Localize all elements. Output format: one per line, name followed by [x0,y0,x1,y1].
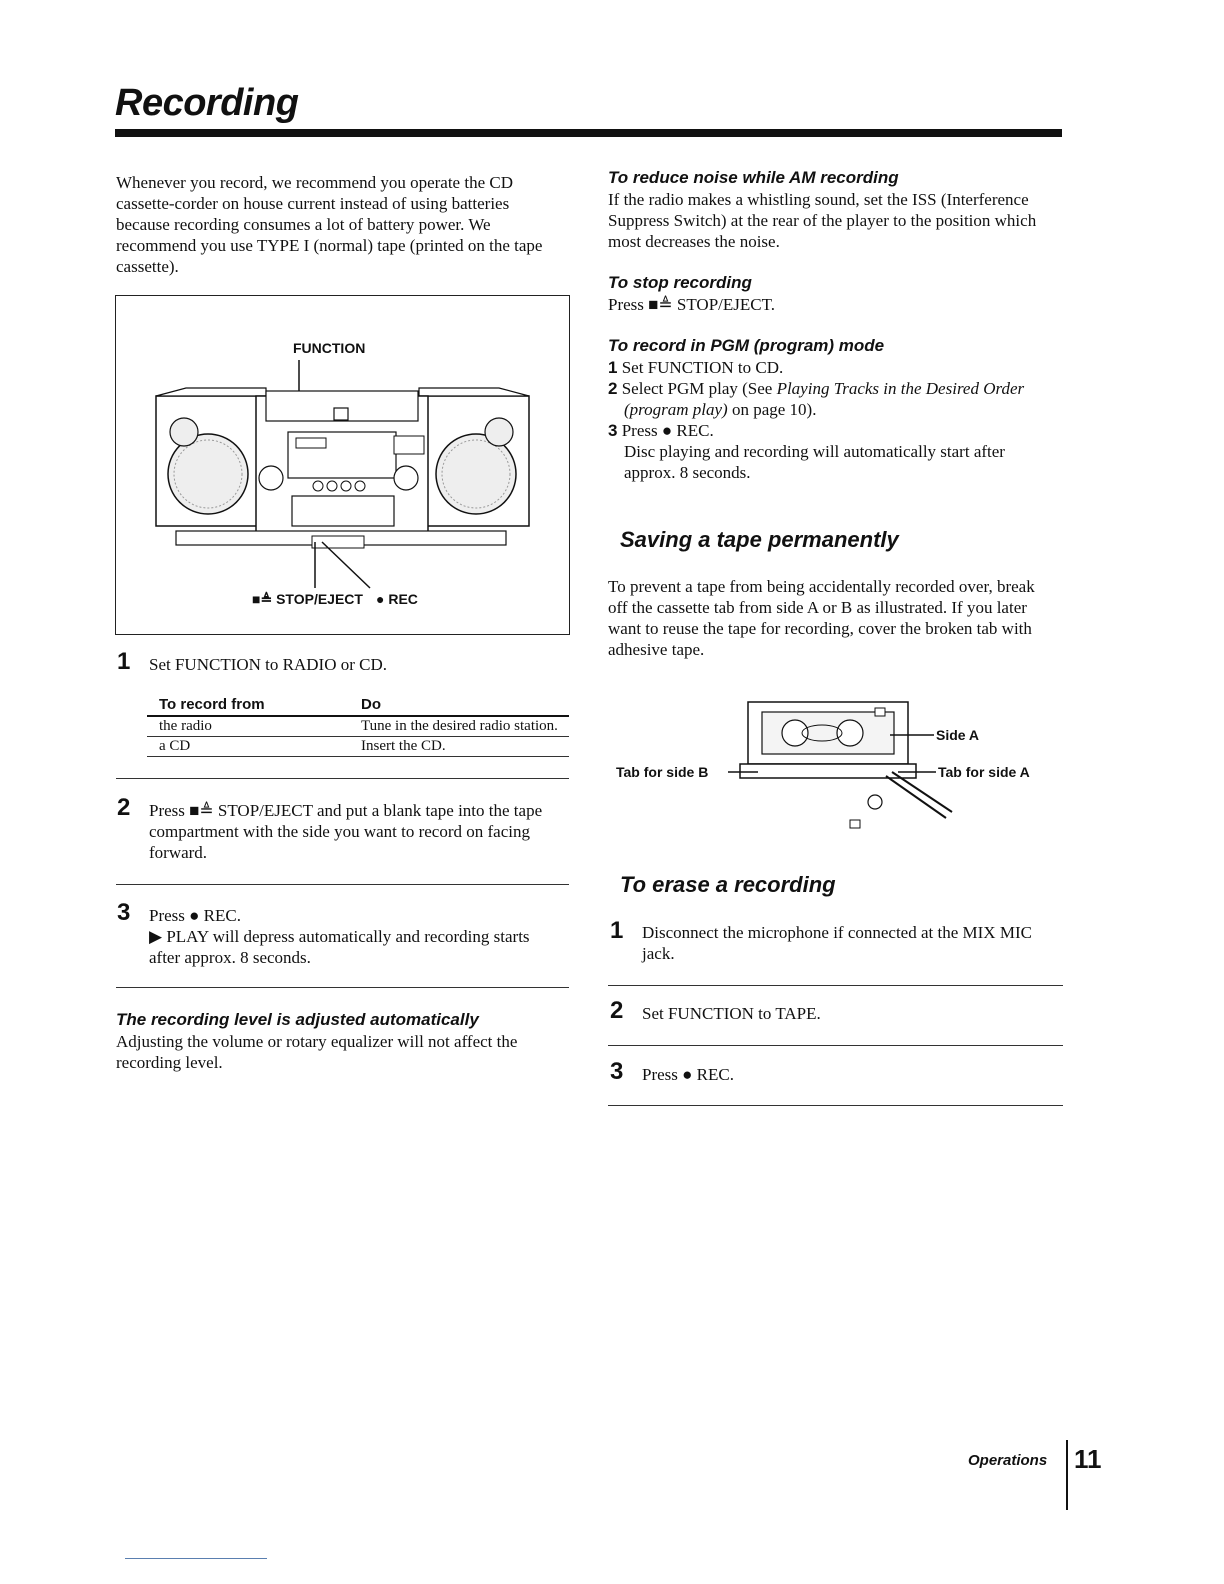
noise-heading: To reduce noise while AM recording [608,168,899,187]
cross-reference: Playing Tracks in the Desired Order (program play) [624,379,1025,419]
pgm-step [608,420,1048,441]
step-text: on page 10). [727,400,817,419]
step-number: 1 [117,648,131,675]
pgm-heading: To record in PGM (program) mode [608,336,885,355]
pgm-step-subtext: Disc playing and recording will automatically start after approx. 8 seconds. [624,442,1005,482]
step-text: Set FUNCTION to CD. [621,358,784,377]
table-header: Do [349,696,569,716]
step-text: Press ● REC. [642,1065,734,1084]
bottom-edge-line [125,1558,267,1559]
table-row [147,716,569,737]
noise-text: If the radio makes a whistling sound, set the ISS (Interference Suppress Switch) at the rear of the player to the position which most decreases the noise. [608,190,1037,251]
saving-text: To prevent a tape from being accidentally recorded over, break off the cassette tab from side A or B as illustrated. If you later want to reuse the tape for recording, cover the broken tab with adhesive tape. [608,577,1035,659]
figure-label-function: FUNCTION [293,340,366,356]
table-header: To record from [147,696,349,716]
step-number: 2 [117,794,131,821]
divider [608,985,1063,986]
table-cell: Insert the CD. [349,737,569,757]
step-text: Press ■≜ STOP/EJECT and put a blank tape into the tape compartment with the side you want to record on facing forward. [149,801,543,862]
label-tab-side-b: Tab for side B [616,764,709,780]
step-number: 1 [608,358,618,377]
page-number: 11 [1074,1444,1102,1474]
step-number: 1 [610,917,624,944]
step-subtext: ▶ PLAY will depress automatically and recording starts after approx. 8 seconds. [149,927,530,967]
page-title: Recording [115,82,299,124]
table-row [147,737,569,757]
level-note-text: Adjusting the volume or rotary equalizer will not affect the recording level. [116,1032,518,1072]
level-note-heading: The recording level is adjusted automatically [116,1010,479,1029]
stop-text: Press ■≜ STOP/EJECT. [608,295,775,314]
table-cell: a CD [147,737,349,757]
pgm-steps [608,357,1048,483]
step-text: Press ● REC. [621,421,714,440]
table-header-row [147,696,569,716]
record-source-table [147,696,569,757]
table-cell: the radio [147,716,349,737]
cassette-illustration [700,690,960,840]
step-number: 2 [610,997,624,1024]
cd-player-figure [115,295,570,635]
step-text: Set FUNCTION to RADIO or CD. [149,655,387,674]
pgm-step [608,378,1048,420]
step-text: Select PGM play (See [621,379,777,398]
divider [608,1105,1063,1106]
step-text: Press ● REC. [149,906,241,925]
label-side-a: Side A [936,727,980,743]
divider [116,884,569,885]
title-rule [115,129,1062,137]
divider [608,1045,1063,1046]
figure-label-rec: ● REC [376,591,418,607]
footer-divider [1066,1440,1068,1510]
figure-label-stop-eject: ■≜ STOP/EJECT [252,591,363,607]
step-number: 2 [608,379,618,398]
step-text: Disconnect the microphone if connected at the MIX MIC jack. [642,923,1032,963]
step-text: Set FUNCTION to TAPE. [642,1004,821,1023]
erase-heading: To erase a recording [620,872,836,897]
step-number: 3 [608,421,618,440]
divider [116,987,569,988]
step-number: 3 [117,899,131,926]
cd-player-illustration [116,296,569,634]
stop-heading: To stop recording [608,273,752,292]
label-tab-side-a: Tab for side A [938,764,1030,780]
divider [116,778,569,779]
pgm-step [608,357,1048,378]
intro-paragraph: Whenever you record, we recommend you operate the CD cassette-corder on house current instead of using batteries because recording consumes a lot of battery power. We recommend you use TYPE I (normal) tape (printed on the tape cassette). [116,173,543,276]
step-number: 3 [610,1058,624,1085]
footer-section: Operations [968,1452,1048,1469]
saving-heading: Saving a tape permanently [620,527,899,552]
table-cell: Tune in the desired radio station. [349,716,569,737]
